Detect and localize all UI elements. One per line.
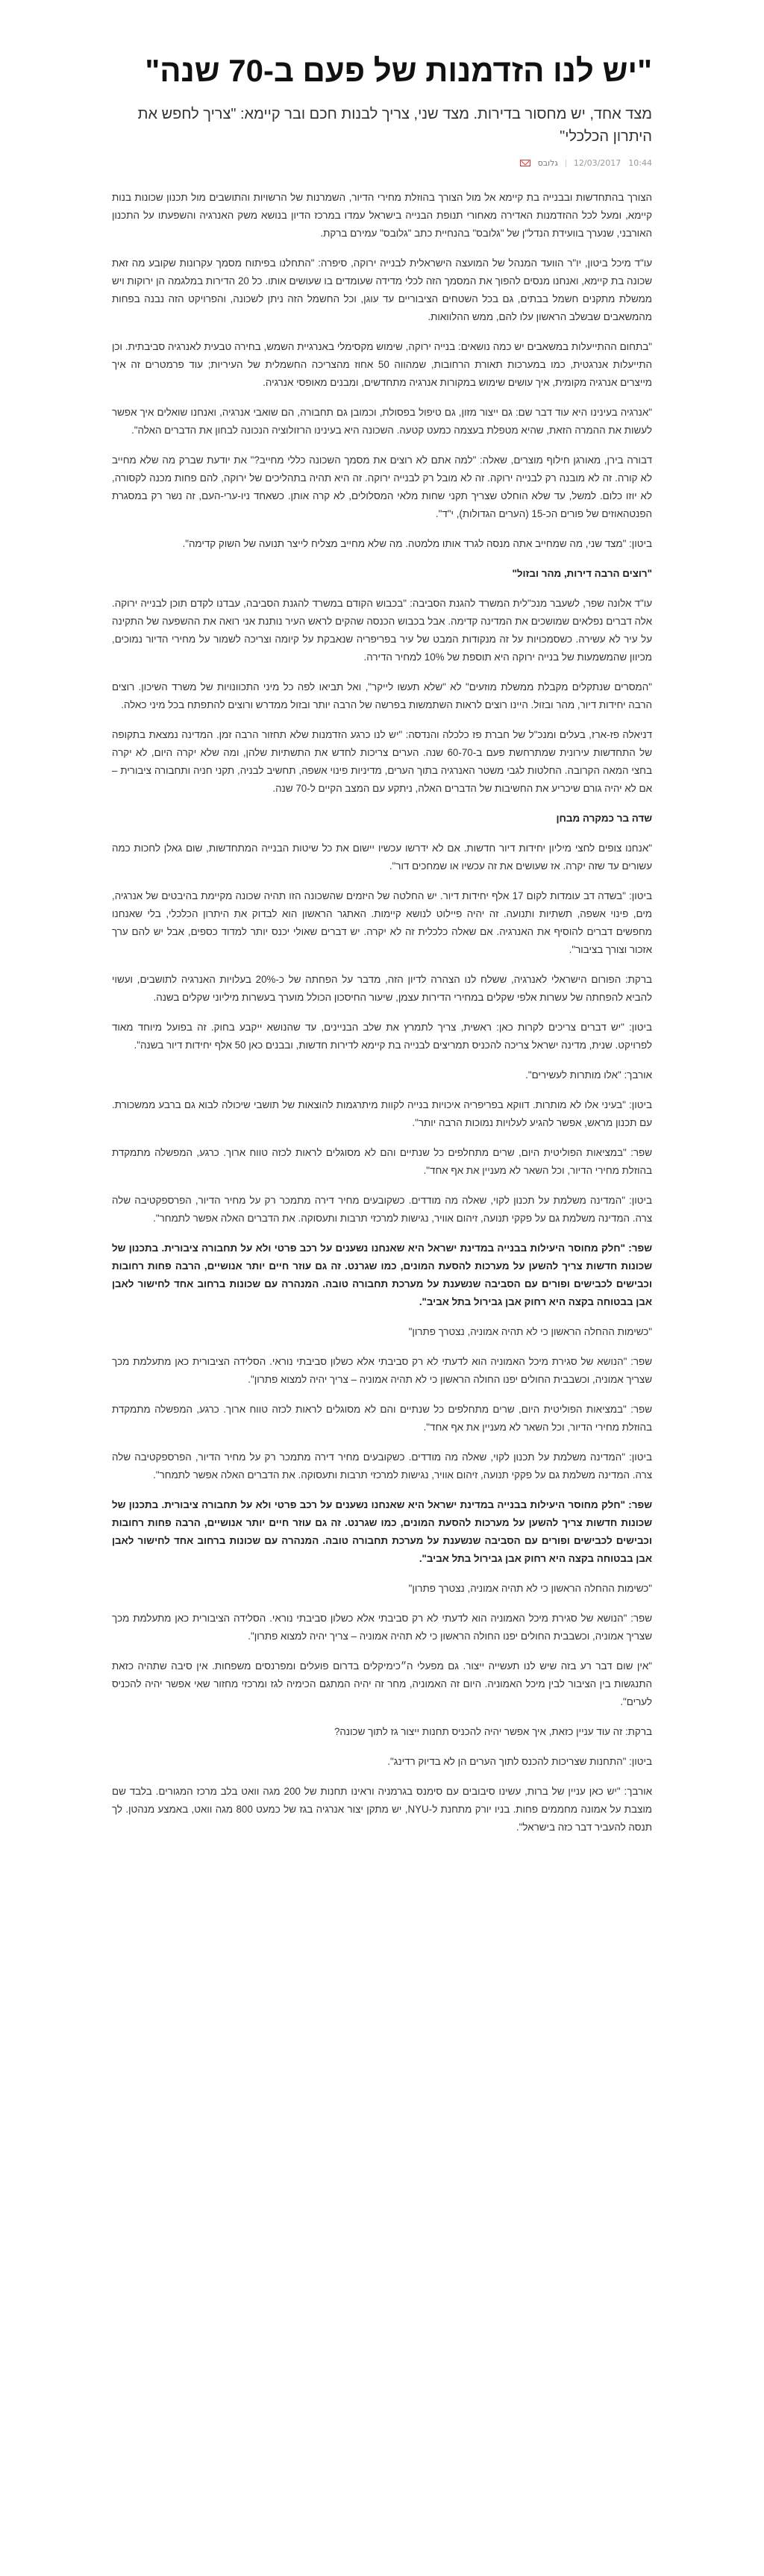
article-paragraph: עו"ד אלונה שפר, לשעבר מנכ"לית המשרד להגנת הסביבה: "בכבוש הקודם במשרד להגנת הסביבה, עבדנו לקדם תוכן לבנייה ירוקה. אלה דברים נפלאים שמושכים את המדינה קדימה. אבל בכבוש הכנסה שהקים לראש העיר נותנת אני רואה את ההשפעה של התקינה על עיר לא עשירה. כשסמכויות על זה מנקודות המבט של עיר בפריפריה שנאבקת על קיומה וצריכה לשמור על מחירי הדיור נמוכים, מכיוון שהמשמעות של בנייה ירוקה היא תוספת של 10% למחיר הדירה. xyxy=(112,598,652,663)
article-meta xyxy=(112,158,652,172)
article-paragraph: ביטון: "התחנות שצריכות להכנס לתוך הערים הן לא בדיוק רדינג". xyxy=(387,1756,652,1767)
publish-date: 12/03/2017 xyxy=(573,158,621,168)
article-paragraph: ביטון: "מצד שני, מה שמחייב אתה מנסה לגרד אותו מלמטה. מה שלא מחייב מצליח לייצר תנועה של השוק קדימה". xyxy=(182,538,652,549)
section-subheading: "רוצים הרבה דירות, מהר ובזול" xyxy=(512,568,652,579)
article-paragraph: שפר: "במציאות הפוליטית היום, שרים מתחלפים כל שנתיים והם לא מסוגלים לראות לכזה טווח ארוך. כרגע, המפשלה מתמקדת בהוזלת מחירי הדיור, וכל השאר לא מעניין את אף אחד". xyxy=(112,1404,652,1433)
article-paragraph: שפר: "הנושא של סגירת מיכל האמוניה הוא לדעתי לא רק סביבתי אלא כשלון סביבתי נוראי. הסלידה הציבורית כאן מתעלמת מכך שצריך אמוניה, וכשבבית החולים יפנו החולה הראשון כי לא תהיה אמוניה – צריך יהיה למצוא פתרון". xyxy=(112,1613,652,1642)
article-subtitle: מצד אחד, יש מחסור בדירות. מצד שני, צריך לבנות חכם ובר קיימא: "צריך לחפש את היתרון הכלכלי" xyxy=(137,106,652,145)
article-paragraph: "המסרים שנתקלים מקבלת ממשלת מוזעים" לא "שלא תעשו לייקר", ואל תביאו לפה כל מיני התכוונויות של משרד השיכון. רוצים הרבה יחידות דיור, מהר ובזול. היינו רוצים לראות השתמשות בפרשה של הרבה יותר ובזול ממדרש ורוצים להתפתח בכל מיני כאלה. xyxy=(112,681,652,710)
article-paragraph: דניאלה פז-ארז, בעלים ומנכ"ל של חברת פז כלכלה והנדסה: "יש לנו כרגע הזדמנות שלא תחזור הרבה זמן. המדינה נמצאת בתקופה של התחדשות עירונית שמתרחשת פעם ב-60-70 שנה. הערים צריכות לחדש את התשתיות שלהן, ומה שלא יקרה היום, לא יקרה בחצי המאה הקרובה. החלטות לגבי משטר האנרגיה בתוך הערים, מדיניות פינוי אשפה, תחשיב לבניה, תקני חניה ותחבורה ציבורית – אם לא יהיה גורם שיכריע את החשיבות של הדברים האלה, ניתקע עם המצב הקיים ל-70 שנה. xyxy=(112,729,652,794)
article-paragraph: הצורך בהתחדשות ובבנייה בת קיימא אל מול הצורך בהוזלת מחירי הדיור, השמרנות של הרשויות והתושבים מול תכנון שכונות בנות קיימא, ומעל לכל ההזדמנות האדירה מאחורי תנופת הבנייה בישראל עמדו במרכז הדיון בנושא משק האנרגיה והשפעתו על התכנון האורבני, שנערך בוועידת הנדל"ן של "גלובס" בהנחיית כתב "גלובס" עמירם ברקת. xyxy=(112,192,652,239)
article-paragraph: "אנחנו צופים לחצי מיליון יחידות דיור חדשות. אם לא ידרשו עכשיו יישום את כל שיטות הבנייה המתחדשות, שום גאלן לחכות כמה עשורים עד שזה יקרה. אז שעושים את זה עכשיו או שמחכים דור". xyxy=(112,842,652,872)
article-paragraph: "אנרגיה בעינינו היא עוד דבר שם: גם ייצור מזון, גם טיפול בפסולת, וכמובן גם תחבורה, הם שואבי אנרגיה, ואנחנו שואלים איך אפשר לעשות את ההמרה הזאת, שהיא מטפלת בעצמה כמעט קטעה. השכונה היא בעינינו הרזולוציה הנכונה לבחון את הדברים האלה". xyxy=(112,407,652,436)
mail-icon[interactable] xyxy=(520,160,530,166)
section-subheading: שדה בר כמקרה מבחן xyxy=(556,813,652,824)
article-paragraph: ברקת: הפורום הישראלי לאנרגיה, ששלח לנו הצהרה לדיון הזה, מדבר על הפחתה של כ-20% בעלויות האנרגיה לתושבים, ועשוי להביא להפחתה של עשרות אלפי שקלים במחירי הדירות עצמן, שיעור החיסכון הכולל מוערך בעשרות מיליוני שקלים בשנה. xyxy=(112,974,652,1003)
article-author[interactable]: גלובס xyxy=(537,158,558,168)
article-paragraph: אורבך: "יש כאן עניין של ברות, עשינו סיבובים עם סימנס בגרמניה וראינו תחנות של 200 מגה וואט בלב מרכז המגורים. בלבד שם מוצבת על אמונה מחממים פחות. בניו יורק מתחנת ל-NYU, יש מתקן יצור אנרגיה בגז של כמעט 800 מגה וואט, באמצע מנהטן. לך תנסה להעביר דבר כזה בישראל". xyxy=(112,1786,653,1833)
article-paragraph: ביטון: "המדינה משלמת על תכנון לקוי, שאלה מה מודדים. כשקובעים מחיר דירה מתמכר רק על מחיר הדיור, הפרספקטיבה שלה צרה. המדינה משלמת גם על פקקי תנועה, זיהום אוויר, נגישות למרכזי תרבות ותעסוקה. את הדברים האלה אפשר לתמחר". xyxy=(112,1451,652,1481)
article-paragraph: עו"ד מיכל ביטון, יו"ר הוועד המנהל של המועצה הישראלית לבנייה ירוקה, סיפרה: "התחלנו בפיתוח מסמך עקרונות שקובע מה זאת שכונה בת קיימא, ואנחנו מנסים להפוך את המסמך הזה לכלי מדידה שעומדים בו שעושים אותו. כל 20 הדירות במלגמה הן ירוקות ויש ממשלת מתקנים חשמל בבתים, גם בכל השטחים הציבוריים עד עוגן, וכל החשמל הזה ניתן לשכונה, והפרויקט הזה נבנה בפחות מהמשאבים שבשלב הראשון עלו להם, ממש ההלוואות. xyxy=(112,257,652,322)
article-paragraph: שפר: "במציאות הפוליטית היום, שרים מתחלפים כל שנתיים והם לא מסוגלים לראות לכזה טווח ארוך. כרגע, המפשלה מתמקדת בהוזלת מחירי הדיור, וכל השאר לא מעניין את אף אחד". xyxy=(112,1147,652,1176)
article-paragraph: ביטון: "יש דברים צריכים לקרות כאן: ראשית, צריך לתמרץ את שלב הבניינים, עד שהנושא ייקבע בחוק. זה בפועל מיוחד מאוד לפרויקט. שנית, מדינה ישראל צריכה להכניס תמריצים לבנייה בת קיימא לדירות חדשות, ובבנים כאן 50 אלף יחידות דיור בשנה". xyxy=(112,1022,652,1051)
article-title: "יש לנו הזדמנות של פעם ב-70 שנה" xyxy=(145,53,652,88)
article-paragraph: שפר: "הנושא של סגירת מיכל האמוניה הוא לדעתי לא רק סביבתי אלא כשלון סביבתי נוראי. הסלידה הציבורית כאן מתעלמת מכך שצריך אמוניה, וכשבבית החולים יפנו החולה הראשון כי לא תהיה אמוניה – צריך יהיה למצוא פתרון". xyxy=(112,1356,652,1385)
article-paragraph: "כשימות ההחלה הראשון כי לא תהיה אמוניה, נצטרך פתרון" xyxy=(408,1583,652,1594)
article-paragraph: ברקת: זה עוד עניין כזאת, איך אפשר יהיה להכניס תחנות ייצור גז לתוך שכונה? xyxy=(334,1726,652,1737)
article-paragraph: "בתחום ההתייעלות במשאבים יש כמה נושאים: בנייה ירוקה, שימוש מקסימלי באנרגיית השמש, בחירה טבעית לאנרגיה סביבתית. וכן התייעלות אנרגטית, כמו במערכות תאורת הרחובות, שמהווה 50 אחוז מהצריכה החשמלית של העיריות; עוד פרמטרים זה איך מייצרים אנרגיה מקומית, איך עושים שימוש במקורות אנרגיה מתחדשים, ומבנים מאופסי אנרגיה. xyxy=(112,341,652,388)
article-body xyxy=(112,189,652,1836)
section-subheading: שפר: "חלק מחוסר היעילות בבנייה במדינת ישראל היא שאנחנו נשענים על רכב פרטי ולא על תחבורה ציבורית. בתכנון של שכונות חדשות צריך להשען על מערכות להסעת המונים, כמו שגרנט. זה גם עוזר חיים יותר אנושיים, הרבה פחות רחובות וכבישים לכבישים ופורים עם הסביבה שנשענת על מערכת תחבורה טובה. המנהרה עם שכונות ברחוב אחד לחישור לאבן אבן בבטוחה בקצה היא רחוק אבן גבירול בתל אביב". xyxy=(112,1499,652,1564)
article-paragraph: "אין שום דבר רע בזה שיש לנו תעשייה ייצור. גם מפעלי ה״כימיקלים בדרום פועלים ומפרנסים משפחות. אין סיבה שתהיה כזאת התנגשות בין הציבור לבין מיכל האמוניה. היום זה האמוניה, מחר זה יהיה המתגם הכימיה לגז ומרכזי מחזור שאי אפשר יהיה להכניס לערים". xyxy=(112,1660,652,1707)
article-paragraph: אורבך: "אלו מותרות לעשירים". xyxy=(525,1069,652,1081)
article-paragraph: ביטון: "המדינה משלמת על תכנון לקוי, שאלה מה מודדים. כשקובעים מחיר דירה מתמכר רק על מחיר הדיור, הפרספקטיבה שלה צרה. המדינה משלמת גם על פקקי תנועה, זיהום אוויר, נגישות למרכזי תרבות ותעסוקה. את הדברים האלה אפשר לתמחר". xyxy=(112,1195,652,1224)
section-subheading: שפר: "חלק מחוסר היעילות בבנייה במדינת ישראל היא שאנחנו נשענים על רכב פרטי ולא על תחבורה ציבורית. בתכנון של שכונות חדשות צריך להשען על מערכות להסעת המונים, כמו שגרנט. זה גם עוזר חיים יותר אנושיים, הרבה פחות רחובות וכבישים לכבישים ופורים עם הסביבה שנשענת על מערכת תחבורה טובה. המנהרה עם שכונות ברחוב אחד לחישור לאבן אבן בבטוחה בקצה היא רחוק אבן גבירול בתל אביב". xyxy=(112,1242,652,1307)
article-paragraph: ביטון: "בשדה דב עומדות לקום 17 אלף יחידות דיור. יש החלטה של היזמים שהשכונה הזו תהיה שכונה מקיימת בהיבטים של אנרגיה, מים, פינוי אשפה, תשתיות ותנועה. זה יהיה פיילוט לנושא קיימות. האתגר הראשון הוא לבדוק את היתרון הכלכלי, בלי שאנחנו מחפשים דברים להוסיף את האנרגיה. אם שאלה כלכלית זה לא יקרה. יש דברים שאולי יכנס יותר למדוד כספים, אבל יש להם ערך אזכור וצורך בציבור". xyxy=(112,890,652,955)
article-paragraph: "כשימות ההחלה הראשון כי לא תהיה אמוניה, נצטרך פתרון" xyxy=(408,1326,652,1337)
article-paragraph: דבורה בירן, מאורגן חילוף מוצרים, שאלה: "למה אתם לא רוצים את מסמך השכונה כללי מחייב?" את יודעת שברק מה שלא מחייב לא קורה. זה לא מובנה רק לבנייה ירוקה. זה לא מובל רק לבנייה ירוקה. זה היא תהיה בתהליכים של ירוקה, להם פחות מכנה לקסורה, לא יוזו כלום. למשל, עד שלא הוחלט שצריך תקני שחות מלאי המסלולים, לא קרה אותן. כשאחד ניו-ערי-העם, זה נשר רק במסגרת הפנטהאוזים של פורים הכ-15 (הערים הגדולות), י"ד". xyxy=(112,454,652,519)
article-paragraph: ביטון: "בעיני אלו לא מותרות. דווקא בפריפריה איכויות בנייה לקוות מיתרגמות להוצאות של תושבי שיכולה לבוא גם ברבע ממשכורת. עם תכנון מראש, אפשר להגיע לעלויות נמוכות הרבה יותר". xyxy=(112,1099,652,1128)
publish-time: 10:44 xyxy=(628,158,652,168)
